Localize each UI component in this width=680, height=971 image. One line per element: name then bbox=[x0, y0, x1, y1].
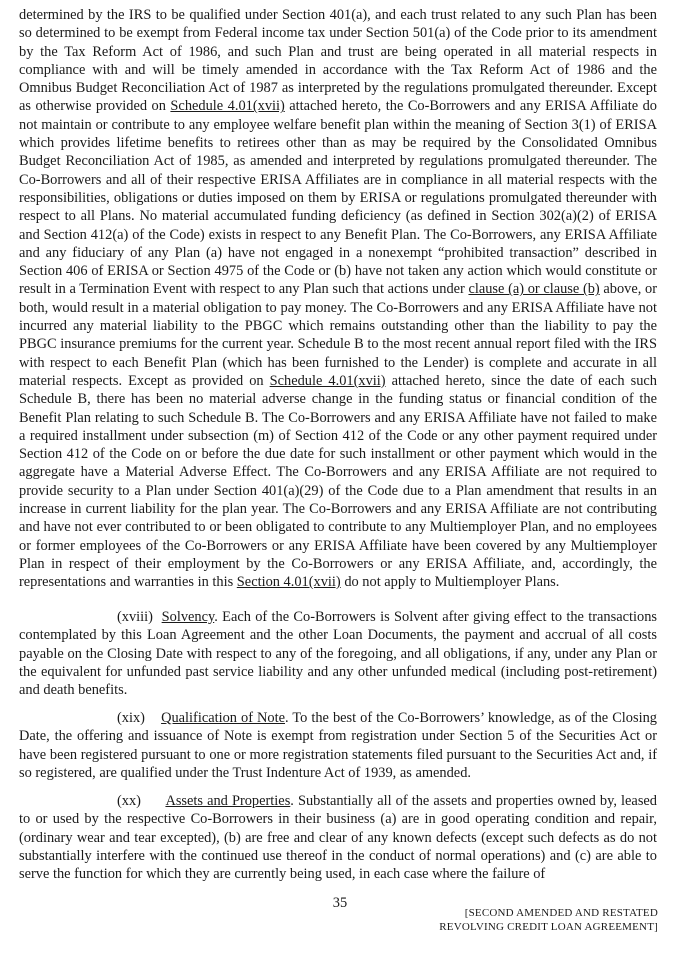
paragraph-erisa-continued bbox=[19, 6, 657, 592]
section-reference: Section 4.01(xvii) bbox=[236, 574, 341, 591]
text-run: . Substantially all of the assets and properties owned by, leased to or used by the respective Co-Borrowers in their business (a) are in good operating condition and repair, (ordinary wear and tear excepted), (b) are free and clear of any known defects (except such defects as do not substantially interfere with the continued use thereof in the conduct of normal operations) and (c) are able to serve the function for which they are currently being used, in each case where the failure of bbox=[19, 793, 657, 883]
section-heading: Solvency bbox=[161, 609, 215, 625]
text-run: do not apply to Multiemployer Plans. bbox=[340, 574, 560, 591]
document-footer bbox=[439, 906, 658, 934]
schedule-reference: Schedule 4.01(xvii) bbox=[170, 98, 285, 115]
paragraph-qualification-of-note bbox=[19, 709, 657, 782]
item-number: (xix) bbox=[117, 710, 145, 726]
text-run: attached hereto, the Co-Borrowers and any ERISA Affiliate do not maintain or contribute to any employee welfare benefit plan within the meaning of Section 3(1) of ERISA which provides lifetime benefits to retirees other than as may be required by the Consolidated Omnibus Budget Reconciliation Act of 1985, as amended and interpreted by regulations promulgated thereunder. The Co-Borrowers and all of their respective ERISA Affiliates are in compliance in all material respects with the responsibilities, obligations or duties imposed on them by ERISA or regulations promulgated thereunder with respect to all Plans. No material accumulated funding deficiency (as defined in Section 302(a)(2) of ERISA and Section 412(a) of the Code) exists in respect to any Benefit Plan. The Co-Borrowers, any ERISA Affiliate and any fiduciary of any Plan (a) have not engaged in a nonexempt “prohibited transaction” described in Section 406 of ERISA or Section 4975 of the Code or (b) have not taken any action which would constitute or result in a Termination Event with respect to any Plan such that actions under bbox=[19, 98, 657, 298]
text-run: determined by the IRS to be qualified under Section 401(a), and each trust related to any such Plan has been so determined to be exempt from Federal income tax under Section 501(a) of the Code prior to its amendment by the Tax Reform Act of 1986, and such Plan and trust are being operated in all material respects in compliance with and will be timely amended in accordance with the Tax Reform Act of 1986 and the Omnibus Budget Reconciliation Act of 1987 as interpreted by the regulations promulgated thereunder. Except as otherwise provided on bbox=[19, 7, 657, 115]
paragraph-assets-and-properties bbox=[19, 792, 657, 883]
section-heading: Qualification of Note bbox=[161, 710, 285, 726]
section-heading: Assets and Properties bbox=[165, 793, 291, 809]
text-run: . To the best of the Co-Borrowers’ knowledge, as of the Closing Date, the offering and issuance of Note is exempt from registration under Section 5 of the Securities Act or have been registered pursuant to one or more registration statements filed pursuant to the Securities Act and, if so registered, are qualified under the Trust Indenture Act of 1939, as amended. bbox=[19, 710, 657, 781]
text-run: attached hereto, since the date of each such Schedule B, there has been no material adverse change in the funding status or financial condition of the Benefit Plan relating to such Schedule B. The Co-Borrowers and any ERISA Affiliate have not failed to make a required installment under subsection (m) of Section 412 of the Code or any other payment required under Section 412 of the Code on or before the due date for such installment or other payment which would in the aggregate have a Material Adverse Effect. The Co-Borrowers and any ERISA Affiliate are not required to provide security to a Plan under Section 401(a)(29) of the Code due to a Plan amendment that results in an increase in current liability for the plan year. The Co-Borrowers and any ERISA Affiliate are not contributing and have not ever contributed to or been obligated to contribute to any Multiemployer Plan, and no employees or former employees of the Co-Borrowers or any ERISA Affiliate have been covered by any Multiemployer Plan in respect of their employment by the Co-Borrowers or any ERISA Affiliate, and, accordingly, the representations and warranties in this bbox=[19, 372, 657, 591]
paragraph-solvency bbox=[19, 608, 657, 699]
footer-line: [SECOND AMENDED AND RESTATED bbox=[464, 907, 658, 919]
text-run: above, or both, would result in a material obligation to pay money. The Co-Borrowers and any ERISA Affiliate have not incurred any material liability to the PBGC which remains outstanding other than the liability to pay the PBGC insurance premiums for the current year. Schedule B to the most recent annual report filed with the IRS with respect to each Benefit Plan (which has been furnished to the Lender) is complete and accurate in all material respects. Except as provided on bbox=[19, 281, 657, 389]
item-number: (xviii) bbox=[117, 609, 153, 625]
schedule-reference: Schedule 4.01(xvii) bbox=[269, 372, 386, 389]
item-number: (xx) bbox=[117, 793, 141, 809]
page-number: 35 bbox=[332, 895, 348, 911]
footer-line: REVOLVING CREDIT LOAN AGREEMENT] bbox=[439, 921, 658, 933]
clause-reference: clause (a) or clause (b) bbox=[468, 281, 600, 298]
text-run: . Each of the Co-Borrowers is Solvent after giving effect to the transactions contemplated by this Loan Agreement and the other Loan Documents, the payment and accrual of all costs payable on the Closing Date with respect to any of the foregoing, and all obligations, if any, under any Plan or the equivalent for unfunded past service liability and any other unfunded medical (including post-retirement) and death benefits. bbox=[19, 609, 657, 699]
